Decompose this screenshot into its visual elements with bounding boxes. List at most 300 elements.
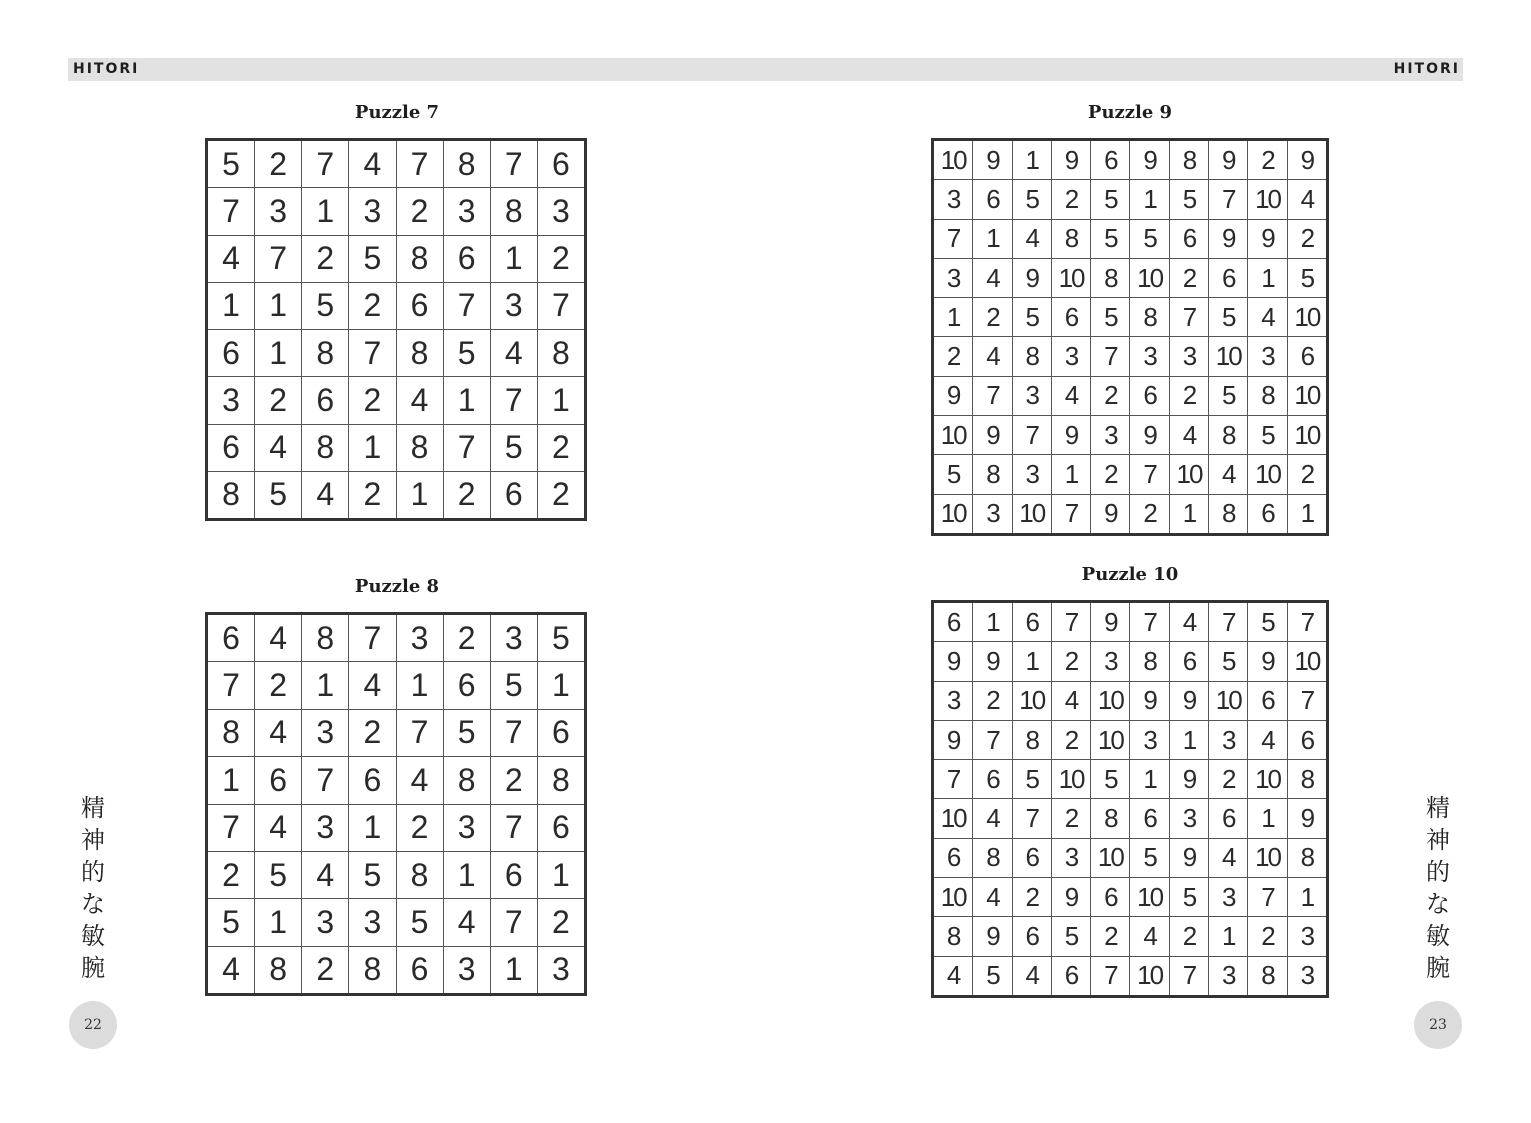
grid-cell: 3 [255, 188, 301, 234]
grid-cell: 5 [444, 710, 490, 756]
grid-cell: 9 [1288, 799, 1326, 837]
grid-cell: 10 [1248, 839, 1286, 877]
grid-cell: 2 [1052, 180, 1090, 218]
grid-cell: 6 [491, 852, 537, 898]
grid-cell: 2 [538, 236, 584, 282]
grid-cell: 6 [491, 472, 537, 518]
grid-cell: 5 [1091, 180, 1129, 218]
grid-cell: 6 [1130, 799, 1168, 837]
grid-cell: 5 [1209, 642, 1247, 680]
grid-cell: 9 [1091, 495, 1129, 533]
puzzle-7-title: Puzzle 7 [354, 102, 440, 123]
grid-cell: 10 [1288, 377, 1326, 415]
grid-cell: 6 [1052, 957, 1090, 995]
grid-cell: 2 [1248, 917, 1286, 955]
grid-cell: 4 [1013, 957, 1051, 995]
grid-cell: 9 [1052, 878, 1090, 916]
grid-cell: 2 [1288, 220, 1326, 258]
grid-cell: 8 [1209, 416, 1247, 454]
side-text-char: 神 [81, 826, 105, 854]
grid-cell: 7 [1052, 603, 1090, 641]
grid-cell: 3 [491, 283, 537, 329]
grid-cell: 8 [1013, 721, 1051, 759]
grid-cell: 7 [1013, 416, 1051, 454]
grid-cell: 6 [397, 283, 443, 329]
grid-cell: 9 [1209, 220, 1247, 258]
page-number-right: 23 [1414, 1001, 1462, 1049]
grid-cell: 8 [349, 947, 395, 993]
grid-cell: 8 [973, 455, 1011, 493]
grid-cell: 3 [444, 805, 490, 851]
grid-cell: 2 [1091, 917, 1129, 955]
grid-cell: 5 [1091, 220, 1129, 258]
grid-cell: 1 [349, 805, 395, 851]
grid-cell: 3 [1013, 377, 1051, 415]
grid-cell: 7 [1091, 337, 1129, 375]
grid-cell: 10 [1248, 760, 1286, 798]
grid-cell: 9 [1052, 416, 1090, 454]
grid-cell: 5 [934, 455, 972, 493]
grid-cell: 7 [538, 283, 584, 329]
grid-cell: 7 [934, 220, 972, 258]
grid-cell: 3 [1209, 721, 1247, 759]
grid-cell: 4 [208, 236, 254, 282]
grid-cell: 6 [255, 757, 301, 803]
grid-cell: 6 [1209, 799, 1247, 837]
grid-cell: 9 [973, 917, 1011, 955]
grid-cell: 3 [302, 710, 348, 756]
grid-cell: 4 [349, 141, 395, 187]
grid-cell: 2 [973, 298, 1011, 336]
side-text-char: な [81, 890, 105, 918]
grid-cell: 6 [1052, 298, 1090, 336]
grid-cell: 9 [1248, 220, 1286, 258]
grid-cell: 5 [1170, 878, 1208, 916]
grid-cell: 9 [1091, 603, 1129, 641]
grid-cell: 7 [208, 662, 254, 708]
puzzle-8-grid [205, 612, 587, 996]
grid-cell: 3 [1248, 337, 1286, 375]
grid-cell: 7 [491, 377, 537, 423]
grid-cell: 5 [1130, 839, 1168, 877]
grid-cell: 3 [1013, 455, 1051, 493]
grid-cell: 9 [1170, 760, 1208, 798]
grid-cell: 2 [397, 805, 443, 851]
puzzle-10-title: Puzzle 10 [1081, 564, 1179, 585]
grid-cell: 9 [1130, 416, 1168, 454]
grid-cell: 1 [255, 330, 301, 376]
grid-cell: 2 [349, 710, 395, 756]
grid-cell: 9 [1209, 141, 1247, 179]
grid-cell: 6 [934, 839, 972, 877]
grid-cell: 6 [1091, 141, 1129, 179]
grid-cell: 7 [349, 615, 395, 661]
grid-cell: 4 [1052, 377, 1090, 415]
grid-cell: 2 [1170, 377, 1208, 415]
grid-cell: 7 [1052, 495, 1090, 533]
grid-cell: 8 [255, 947, 301, 993]
grid-cell: 9 [973, 416, 1011, 454]
right-side-vertical-text [1418, 792, 1458, 984]
grid-cell: 5 [1013, 298, 1051, 336]
grid-cell: 5 [1288, 259, 1326, 297]
grid-cell: 8 [973, 839, 1011, 877]
grid-cell: 4 [302, 472, 348, 518]
grid-cell: 6 [444, 236, 490, 282]
grid-cell: 10 [934, 799, 972, 837]
grid-cell: 10 [1170, 455, 1208, 493]
grid-cell: 6 [1170, 642, 1208, 680]
grid-cell: 10 [1130, 259, 1168, 297]
grid-cell: 7 [397, 710, 443, 756]
grid-cell: 8 [208, 710, 254, 756]
grid-cell: 4 [1248, 298, 1286, 336]
grid-cell: 3 [349, 899, 395, 945]
grid-cell: 6 [444, 662, 490, 708]
grid-cell: 8 [444, 141, 490, 187]
grid-cell: 1 [208, 283, 254, 329]
grid-cell: 3 [973, 495, 1011, 533]
grid-cell: 6 [349, 757, 395, 803]
grid-cell: 4 [1170, 416, 1208, 454]
grid-cell: 7 [491, 805, 537, 851]
grid-cell: 8 [934, 917, 972, 955]
grid-cell: 1 [973, 220, 1011, 258]
grid-cell: 1 [1248, 259, 1286, 297]
grid-cell: 2 [491, 757, 537, 803]
grid-cell: 3 [302, 899, 348, 945]
grid-cell: 5 [1209, 377, 1247, 415]
grid-cell: 7 [1209, 180, 1247, 218]
grid-cell: 6 [1248, 495, 1286, 533]
grid-cell: 3 [349, 188, 395, 234]
grid-cell: 8 [1091, 259, 1129, 297]
grid-cell: 2 [1288, 455, 1326, 493]
grid-cell: 5 [1130, 220, 1168, 258]
grid-cell: 8 [1288, 760, 1326, 798]
grid-cell: 6 [973, 180, 1011, 218]
grid-cell: 8 [397, 425, 443, 471]
grid-cell: 5 [1013, 760, 1051, 798]
grid-cell: 9 [973, 642, 1011, 680]
grid-cell: 2 [1209, 760, 1247, 798]
grid-cell: 9 [1248, 642, 1286, 680]
grid-cell: 5 [208, 141, 254, 187]
grid-cell: 1 [1013, 141, 1051, 179]
grid-cell: 7 [1288, 682, 1326, 720]
grid-cell: 3 [444, 188, 490, 234]
grid-cell: 10 [1209, 337, 1247, 375]
grid-cell: 4 [1248, 721, 1286, 759]
grid-cell: 2 [444, 472, 490, 518]
grid-cell: 3 [302, 805, 348, 851]
grid-cell: 2 [1091, 455, 1129, 493]
grid-cell: 4 [302, 852, 348, 898]
side-text-char: 精 [81, 794, 105, 822]
grid-cell: 1 [538, 377, 584, 423]
grid-cell: 6 [397, 947, 443, 993]
side-text-char: 的 [1426, 858, 1450, 886]
grid-cell: 2 [1170, 259, 1208, 297]
grid-cell: 3 [1288, 917, 1326, 955]
grid-cell: 5 [302, 283, 348, 329]
grid-cell: 8 [538, 757, 584, 803]
running-header [68, 58, 1463, 81]
grid-cell: 7 [491, 899, 537, 945]
grid-cell: 4 [1013, 220, 1051, 258]
grid-cell: 8 [397, 236, 443, 282]
grid-cell: 6 [538, 805, 584, 851]
grid-cell: 8 [1170, 141, 1208, 179]
grid-cell: 8 [1130, 298, 1168, 336]
puzzle-10-grid [931, 600, 1329, 998]
grid-cell: 6 [1209, 259, 1247, 297]
grid-cell: 2 [349, 283, 395, 329]
grid-cell: 6 [208, 330, 254, 376]
grid-cell: 1 [444, 377, 490, 423]
grid-cell: 6 [208, 615, 254, 661]
grid-cell: 8 [1209, 495, 1247, 533]
grid-cell: 2 [1013, 878, 1051, 916]
grid-cell: 5 [1170, 180, 1208, 218]
grid-cell: 4 [255, 710, 301, 756]
grid-cell: 2 [1052, 642, 1090, 680]
grid-cell: 1 [1248, 799, 1286, 837]
puzzle-9-title: Puzzle 9 [1087, 102, 1173, 123]
grid-cell: 8 [1130, 642, 1168, 680]
grid-cell: 5 [1248, 416, 1286, 454]
puzzle-7-grid [205, 138, 587, 521]
grid-cell: 2 [255, 141, 301, 187]
grid-cell: 5 [491, 662, 537, 708]
grid-cell: 3 [538, 947, 584, 993]
grid-cell: 5 [1209, 298, 1247, 336]
grid-cell: 4 [973, 337, 1011, 375]
side-text-char: 腕 [81, 954, 105, 982]
side-text-char: 腕 [1426, 954, 1450, 982]
grid-cell: 2 [1248, 141, 1286, 179]
grid-cell: 3 [208, 377, 254, 423]
grid-cell: 8 [302, 615, 348, 661]
grid-cell: 10 [1091, 839, 1129, 877]
grid-cell: 7 [444, 425, 490, 471]
grid-cell: 9 [1130, 682, 1168, 720]
grid-cell: 7 [302, 141, 348, 187]
grid-cell: 1 [1288, 495, 1326, 533]
grid-cell: 4 [255, 425, 301, 471]
side-text-char: 神 [1426, 826, 1450, 854]
grid-cell: 1 [208, 757, 254, 803]
grid-cell: 7 [491, 141, 537, 187]
grid-cell: 3 [538, 188, 584, 234]
grid-cell: 1 [397, 472, 443, 518]
left-side-vertical-text [73, 792, 113, 984]
grid-cell: 10 [1209, 682, 1247, 720]
grid-cell: 10 [1288, 298, 1326, 336]
grid-cell: 1 [255, 283, 301, 329]
puzzle-8-title: Puzzle 8 [354, 576, 440, 597]
grid-cell: 3 [934, 180, 972, 218]
side-text-char: 精 [1426, 794, 1450, 822]
grid-cell: 7 [349, 330, 395, 376]
grid-cell: 9 [1130, 141, 1168, 179]
grid-cell: 8 [397, 330, 443, 376]
grid-cell: 6 [1013, 603, 1051, 641]
grid-cell: 9 [1288, 141, 1326, 179]
grid-cell: 8 [1248, 377, 1286, 415]
header-right-label: HITORI [1393, 61, 1460, 77]
grid-cell: 2 [444, 615, 490, 661]
grid-cell: 1 [302, 662, 348, 708]
grid-cell: 5 [1248, 603, 1286, 641]
grid-cell: 2 [349, 472, 395, 518]
grid-cell: 3 [934, 259, 972, 297]
grid-cell: 10 [1013, 495, 1051, 533]
grid-cell: 5 [255, 852, 301, 898]
grid-cell: 10 [1130, 957, 1168, 995]
grid-cell: 2 [208, 852, 254, 898]
grid-cell: 10 [934, 495, 972, 533]
grid-cell: 1 [444, 852, 490, 898]
grid-cell: 9 [973, 141, 1011, 179]
grid-cell: 3 [1209, 878, 1247, 916]
grid-cell: 8 [397, 852, 443, 898]
grid-cell: 1 [1170, 721, 1208, 759]
grid-cell: 4 [1052, 682, 1090, 720]
grid-cell: 8 [302, 425, 348, 471]
grid-cell: 2 [1170, 917, 1208, 955]
grid-cell: 4 [934, 957, 972, 995]
grid-cell: 3 [397, 615, 443, 661]
grid-cell: 4 [1209, 839, 1247, 877]
side-text-char: 敏 [1426, 922, 1450, 950]
grid-cell: 7 [1170, 298, 1208, 336]
grid-cell: 6 [973, 760, 1011, 798]
grid-cell: 5 [444, 330, 490, 376]
grid-cell: 3 [1170, 799, 1208, 837]
grid-cell: 4 [1209, 455, 1247, 493]
grid-cell: 7 [1130, 603, 1168, 641]
grid-cell: 6 [208, 425, 254, 471]
grid-cell: 9 [934, 721, 972, 759]
grid-cell: 9 [1170, 682, 1208, 720]
grid-cell: 7 [208, 188, 254, 234]
grid-cell: 7 [302, 757, 348, 803]
grid-cell: 4 [973, 799, 1011, 837]
grid-cell: 4 [208, 947, 254, 993]
grid-cell: 10 [1013, 682, 1051, 720]
grid-cell: 10 [1248, 455, 1286, 493]
grid-cell: 2 [1052, 799, 1090, 837]
grid-cell: 7 [934, 760, 972, 798]
grid-cell: 7 [1248, 878, 1286, 916]
grid-cell: 10 [1130, 878, 1168, 916]
grid-cell: 4 [255, 805, 301, 851]
grid-cell: 8 [1248, 957, 1286, 995]
side-text-char: 的 [81, 858, 105, 886]
grid-cell: 5 [973, 957, 1011, 995]
grid-cell: 3 [1209, 957, 1247, 995]
grid-cell: 4 [349, 662, 395, 708]
grid-cell: 5 [538, 615, 584, 661]
grid-cell: 2 [255, 377, 301, 423]
grid-cell: 8 [538, 330, 584, 376]
grid-cell: 5 [1013, 180, 1051, 218]
header-left-label: HITORI [73, 61, 140, 77]
grid-cell: 1 [1052, 455, 1090, 493]
grid-cell: 4 [1288, 180, 1326, 218]
grid-cell: 1 [491, 236, 537, 282]
grid-cell: 8 [491, 188, 537, 234]
grid-cell: 1 [1288, 878, 1326, 916]
grid-cell: 3 [1130, 721, 1168, 759]
grid-cell: 5 [397, 899, 443, 945]
page-number-left: 22 [69, 1001, 117, 1049]
grid-cell: 7 [491, 710, 537, 756]
grid-cell: 3 [444, 947, 490, 993]
grid-cell: 7 [1209, 603, 1247, 641]
grid-cell: 6 [1013, 917, 1051, 955]
grid-cell: 2 [1052, 721, 1090, 759]
grid-cell: 1 [302, 188, 348, 234]
grid-cell: 5 [349, 236, 395, 282]
grid-cell: 4 [1130, 917, 1168, 955]
grid-cell: 6 [934, 603, 972, 641]
grid-cell: 7 [1170, 957, 1208, 995]
grid-cell: 2 [302, 236, 348, 282]
grid-cell: 10 [934, 878, 972, 916]
grid-cell: 1 [1170, 495, 1208, 533]
grid-cell: 1 [349, 425, 395, 471]
grid-cell: 3 [491, 615, 537, 661]
grid-cell: 1 [491, 947, 537, 993]
grid-cell: 4 [973, 259, 1011, 297]
grid-cell: 7 [397, 141, 443, 187]
grid-cell: 8 [444, 757, 490, 803]
grid-cell: 9 [1013, 259, 1051, 297]
grid-cell: 6 [1288, 721, 1326, 759]
grid-cell: 2 [255, 662, 301, 708]
grid-cell: 8 [302, 330, 348, 376]
grid-cell: 10 [1288, 642, 1326, 680]
grid-cell: 7 [444, 283, 490, 329]
grid-cell: 8 [1091, 799, 1129, 837]
grid-cell: 4 [973, 878, 1011, 916]
grid-cell: 2 [538, 425, 584, 471]
grid-cell: 2 [934, 337, 972, 375]
puzzle-9-grid [931, 138, 1329, 536]
grid-cell: 1 [973, 603, 1011, 641]
grid-cell: 2 [538, 472, 584, 518]
grid-cell: 5 [255, 472, 301, 518]
grid-cell: 9 [934, 377, 972, 415]
grid-cell: 4 [491, 330, 537, 376]
grid-cell: 6 [1170, 220, 1208, 258]
grid-cell: 6 [1091, 878, 1129, 916]
grid-cell: 5 [208, 899, 254, 945]
grid-cell: 4 [1170, 603, 1208, 641]
grid-cell: 10 [1052, 760, 1090, 798]
grid-cell: 8 [1288, 839, 1326, 877]
grid-cell: 6 [1013, 839, 1051, 877]
grid-cell: 1 [934, 298, 972, 336]
grid-cell: 10 [1091, 721, 1129, 759]
grid-cell: 4 [397, 757, 443, 803]
grid-cell: 10 [934, 141, 972, 179]
grid-cell: 7 [1013, 799, 1051, 837]
grid-cell: 10 [1288, 416, 1326, 454]
grid-cell: 3 [1170, 337, 1208, 375]
